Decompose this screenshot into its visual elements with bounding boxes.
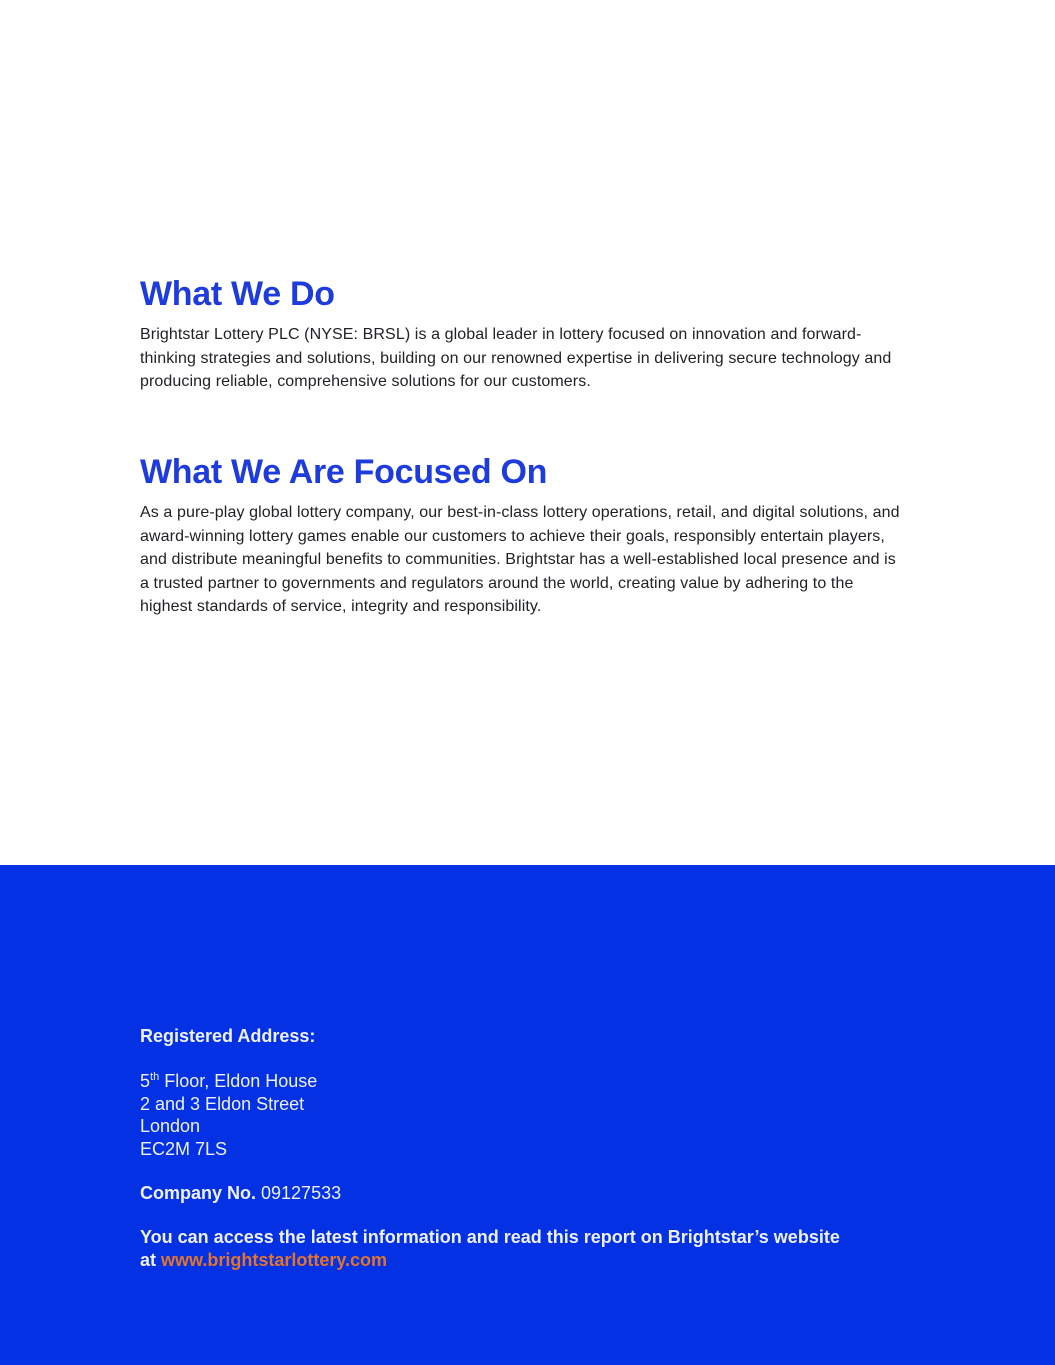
company-number-value: 09127533: [261, 1183, 342, 1203]
heading-what-we-do: What We Do: [140, 275, 335, 313]
address-floor-rest: Floor, Eldon House: [159, 1071, 318, 1091]
registered-address-label: Registered Address:: [140, 1026, 316, 1046]
website-notice-line2-prefix: at: [140, 1249, 162, 1270]
address-line-street: 2 and 3 Eldon Street: [140, 1093, 305, 1114]
footer-band: [0, 865, 1055, 1365]
heading-what-we-are-focused-on: What We Are Focused On: [140, 453, 548, 491]
paragraph-what-we-do: Brightstar Lottery PLC (NYSE: BRSL) is a global leader in lottery focused on innovation and forward-thinking strategies and solutions, building on our renowned expertise in delivering secure technology and producing reliable, comprehensive solutions for our customers.: [140, 326, 892, 391]
address-line-city: London: [140, 1116, 201, 1136]
address-floor-number: 5: [140, 1071, 151, 1091]
address-floor-ordinal-suffix: th: [150, 1071, 160, 1083]
website-notice-line1: You can access the latest information and read this report on Brightstar’s website: [140, 1227, 840, 1247]
paragraph-what-we-are-focused-on: As a pure-play global lottery company, our best-in-class lottery operations, retail, and digital solutions, and award-winning lottery games enable our customers to achieve their goals, responsibly entertain players, and distribute meaningful benefits to communities. Brightstar has a well-established local presence and is a trusted partner to governments and regulators around the world, creating value by adhering to the highest standards of service, integrity and responsibility.: [140, 504, 900, 616]
company-number-label: Company No.: [140, 1183, 257, 1203]
company-number-line: [140, 1182, 341, 1205]
website-link[interactable]: www.brightstarlottery.com: [161, 1249, 388, 1270]
address-line-postcode: EC2M 7LS: [140, 1138, 228, 1159]
address-block: [140, 1070, 317, 1160]
website-notice: [140, 1226, 950, 1271]
address-line-floor: [140, 1070, 317, 1093]
